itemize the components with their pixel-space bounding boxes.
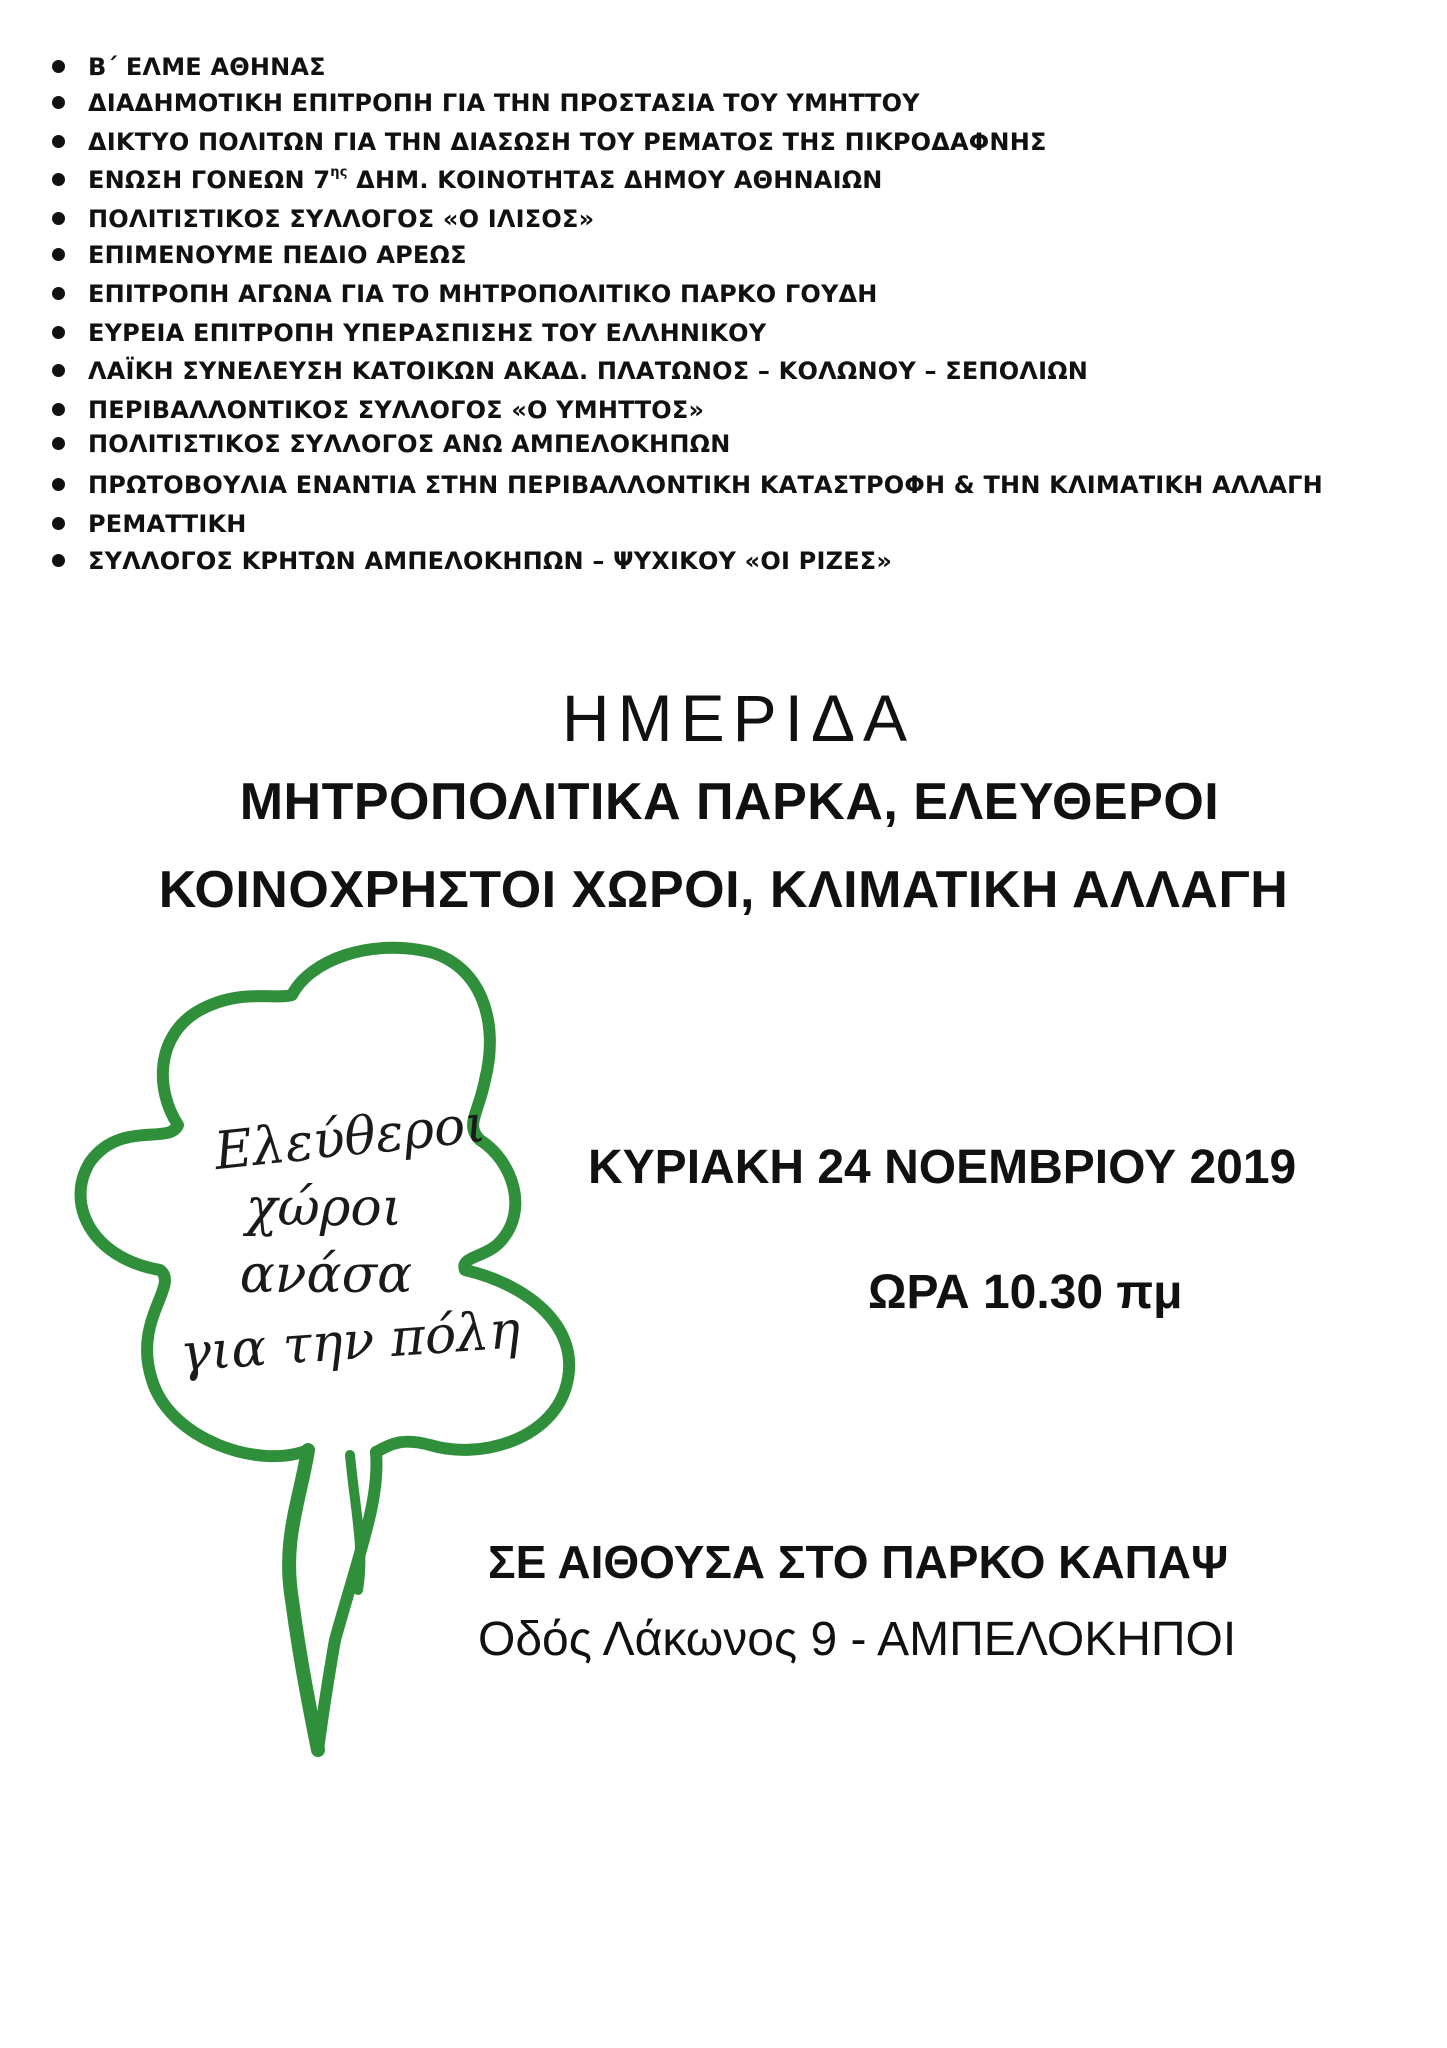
organizer-name-part: ΕΝΩΣΗ ΓΟΝΕΩΝ 7 xyxy=(88,166,331,194)
bullet-icon xyxy=(52,437,65,450)
bullet-icon xyxy=(52,60,65,73)
bullet-icon xyxy=(52,248,65,261)
organizer-name: ΕΠΙΤΡΟΠΗ ΑΓΩΝΑ ΓΙΑ ΤΟ ΜΗΤΡΟΠΟΛΙΤΙΚΟ ΠΑΡΚΟ ΓΟΥΔΗ xyxy=(88,280,878,308)
organizer-item xyxy=(88,127,1047,157)
organizer-item xyxy=(88,279,878,309)
logo-slogan-line-1: Ελεύθεροι xyxy=(211,1093,489,1183)
bullet-icon xyxy=(52,364,65,377)
organizer-item xyxy=(88,509,247,539)
bullet-icon xyxy=(52,173,65,186)
organizer-name-superscript: ης xyxy=(330,165,348,180)
bullet-icon xyxy=(52,517,65,530)
organizer-name-part: ΔΗΜ. ΚΟΙΝΟΤΗΤΑΣ ΔΗΜΟΥ ΑΘΗΝΑΙΩΝ xyxy=(347,166,883,194)
trunk-left xyxy=(289,1450,318,1750)
bullet-icon xyxy=(52,478,65,491)
organizer-item xyxy=(88,318,766,348)
event-venue: ΣΕ ΑΙΘΟΥΣΑ ΣΤΟ ΠΑΡΚΟ ΚΑΠΑΨ xyxy=(488,1536,1229,1588)
organizer-item xyxy=(88,470,1323,500)
organizer-item xyxy=(88,546,892,576)
bullet-icon xyxy=(52,554,65,567)
organizer-name: ΕΥΡΕΙΑ ΕΠΙΤΡΟΠΗ ΥΠΕΡΑΣΠΙΣΗΣ ΤΟΥ ΕΛΛΗΝΙΚΟΥ xyxy=(88,319,767,347)
event-date: ΚΥΡΙΑΚΗ 24 ΝΟΕΜΒΡΙΟΥ 2019 xyxy=(588,1141,1297,1194)
organizer-name: ΕΠΙΜΕΝΟΥΜΕ ΠΕΔΙΟ ΑΡΕΩΣ xyxy=(88,241,467,269)
bullet-icon xyxy=(52,135,65,148)
organizer-item xyxy=(88,429,731,459)
event-address: Οδός Λάκωνος 9 - ΑΜΠΕΛΟΚΗΠΟΙ xyxy=(478,1613,1237,1666)
organizer-name: ΣΥΛΛΟΓΟΣ ΚΡΗΤΩΝ ΑΜΠΕΛΟΚΗΠΩΝ – ΨΥΧΙΚΟΥ «ΟΙ ΡΙΖΕΣ» xyxy=(88,547,893,575)
organizer-name: ΠΡΩΤΟΒΟΥΛΙΑ ΕΝΑΝΤΙΑ ΣΤΗΝ ΠΕΡΙΒΑΛΛΟΝΤΙΚΗ ΚΑΤΑΣΤΡΟΦΗ & ΤΗΝ ΚΛΙΜΑΤΙΚΗ ΑΛΛΑΓΗ xyxy=(88,471,1323,499)
organizer-name: Β΄ ΕΛΜΕ ΑΘΗΝΑΣ xyxy=(88,53,326,81)
bullet-icon xyxy=(52,212,65,225)
organizer-name: ΠΟΛΙΤΙΣΤΙΚΟΣ ΣΥΛΛΟΓΟΣ «Ο ΙΛΙΣΟΣ» xyxy=(88,205,595,233)
organizer-name: ΠΕΡΙΒΑΛΛΟΝΤΙΚΟΣ ΣΥΛΛΟΓΟΣ «Ο ΥΜΗΤΤΟΣ» xyxy=(88,396,705,424)
organizer-item xyxy=(88,165,883,195)
logo-slogan-line-3: ανάσα xyxy=(239,1245,413,1305)
organizer-item xyxy=(88,52,326,82)
organizer-name: ΛΑΪΚΗ ΣΥΝΕΛΕΥΣΗ ΚΑΤΟΙΚΩΝ ΑΚΑΔ. ΠΛΑΤΩΝΟΣ – ΚΟΛΩΝΟΥ – ΣΕΠΟΛΙΩΝ xyxy=(88,357,1089,385)
event-title-line-2: ΚΟΙΝΟΧΡΗΣΤΟΙ ΧΩΡΟΙ, ΚΛΙΜΑΤΙΚΗ ΑΛΛΑΓΗ xyxy=(158,861,1289,919)
organizer-item xyxy=(88,395,704,425)
organizer-name: ΡΕΜΑΤΤΙΚΗ xyxy=(88,510,247,538)
organizer-name: ΔΙΚΤΥΟ ΠΟΛΙΤΩΝ ΓΙΑ ΤΗΝ ΔΙΑΣΩΣΗ ΤΟΥ ΡΕΜΑΤΟΣ ΤΗΣ ΠΙΚΡΟΔΑΦΝΗΣ xyxy=(88,128,1047,156)
event-title-line-1: ΜΗΤΡΟΠΟΛΙΤΙΚΑ ΠΑΡΚΑ, ΕΛΕΥΘΕΡΟΙ xyxy=(239,773,1220,831)
bullet-icon xyxy=(52,96,65,109)
logo-slogan-line-2: χώροι xyxy=(245,1178,403,1238)
bullet-icon xyxy=(52,326,65,339)
bullet-icon xyxy=(52,403,65,416)
event-time: ΩΡΑ 10.30 πμ xyxy=(868,1266,1183,1319)
organizer-name: ΔΙΑΔΗΜΟΤΙΚΗ ΕΠΙΤΡΟΠΗ ΓΙΑ ΤΗΝ ΠΡΟΣΤΑΣΙΑ ΤΟΥ ΥΜΗΤΤΟΥ xyxy=(88,89,920,117)
organizer-item xyxy=(88,204,594,234)
organizer-item xyxy=(88,88,920,118)
event-type-heading: ΗΜΕΡΙΔΑ xyxy=(561,681,916,755)
bullet-icon xyxy=(52,287,65,300)
organizer-item xyxy=(88,356,1088,386)
organizer-item xyxy=(88,240,467,270)
logo-slogan-line-4: για την πόλη xyxy=(177,1300,523,1384)
organizer-name: ΠΟΛΙΤΙΣΤΙΚΟΣ ΣΥΛΛΟΓΟΣ ΑΝΩ ΑΜΠΕΛΟΚΗΠΩΝ xyxy=(88,430,731,458)
trunk-right xyxy=(318,1452,377,1750)
